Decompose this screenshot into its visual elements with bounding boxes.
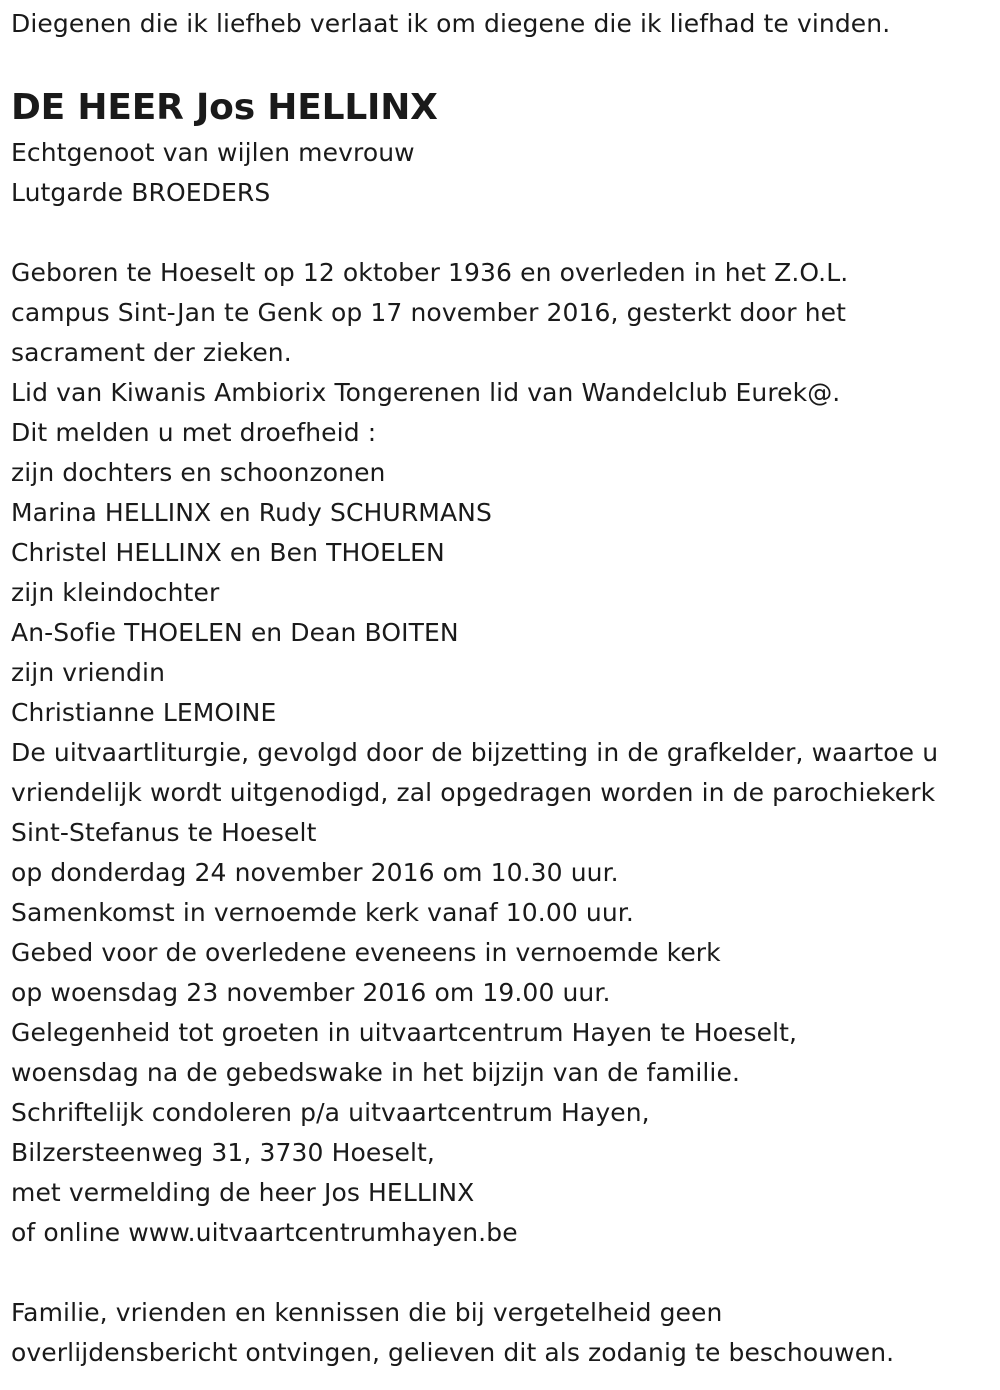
spouse-line: Lutgarde BROEDERS: [11, 178, 271, 207]
funeral-line: Sint-Stefanus te Hoeselt: [11, 818, 317, 847]
deceased-name: DE HEER Jos HELLINX: [11, 87, 438, 128]
spacer: [11, 213, 996, 253]
closing-block: [11, 1293, 996, 1373]
family-member: Marina HELLINX en Rudy SCHURMANS: [11, 498, 492, 527]
body-block: [11, 253, 996, 1253]
condolence-website: of online www.uitvaartcentrumhayen.be: [11, 1218, 518, 1247]
funeral-date-line: op donderdag 24 november 2016 om 10.30 uur.: [11, 858, 619, 887]
prayer-date-line: op woensdag 23 november 2016 om 19.00 uur.: [11, 978, 611, 1007]
spacer: [11, 1253, 996, 1293]
closing-line: Familie, vrienden en kennissen die bij vergetelheid geen: [11, 1298, 723, 1327]
condolence-address: Bilzersteenweg 31, 3730 Hoeselt,: [11, 1138, 435, 1167]
closing-line: overlijdensbericht ontvingen, gelieven dit als zodanig te beschouwen.: [11, 1338, 895, 1367]
funeral-line: vriendelijk wordt uitgenodigd, zal opgedragen worden in de parochiekerk: [11, 778, 936, 807]
condolence-line: met vermelding de heer Jos HELLINX: [11, 1178, 475, 1207]
birth-death-line: Geboren te Hoeselt op 12 oktober 1936 en overleden in het Z.O.L.: [11, 258, 849, 287]
birth-death-line: campus Sint-Jan te Genk op 17 november 2016, gesterkt door het: [11, 298, 847, 327]
visitation-line: Gelegenheid tot groeten in uitvaartcentrum Hayen te Hoeselt,: [11, 1018, 798, 1047]
birth-death-line: sacrament der zieken.: [11, 338, 292, 367]
obituary-notice: [11, 0, 996, 1373]
prayer-line: Gebed voor de overledene eveneens in vernoemde kerk: [11, 938, 721, 967]
motto: Diegenen die ik liefheb verlaat ik om diegene die ik liefhad te vinden.: [11, 9, 891, 38]
visitation-line: woensdag na de gebedswake in het bijzijn van de familie.: [11, 1058, 741, 1087]
gathering-line: Samenkomst in vernoemde kerk vanaf 10.00 uur.: [11, 898, 634, 927]
relation-heading: zijn dochters en schoonzonen: [11, 458, 386, 487]
relation-heading: zijn vriendin: [11, 658, 166, 687]
announcement-line: Dit melden u met droefheid :: [11, 418, 377, 447]
family-member: An-Sofie THOELEN en Dean BOITEN: [11, 618, 459, 647]
condolence-line: Schriftelijk condoleren p/a uitvaartcentrum Hayen,: [11, 1098, 650, 1127]
relation-heading: zijn kleindochter: [11, 578, 220, 607]
spouse-line: Echtgenoot van wijlen mevrouw: [11, 138, 415, 167]
membership-line: Lid van Kiwanis Ambiorix Tongerenen lid van Wandelclub Eurek@.: [11, 378, 841, 407]
funeral-line: De uitvaartliturgie, gevolgd door de bijzetting in de grafkelder, waartoe u: [11, 738, 939, 767]
family-member: Christianne LEMOINE: [11, 698, 277, 727]
spouse-block: [11, 133, 996, 213]
family-member: Christel HELLINX en Ben THOELEN: [11, 538, 445, 567]
